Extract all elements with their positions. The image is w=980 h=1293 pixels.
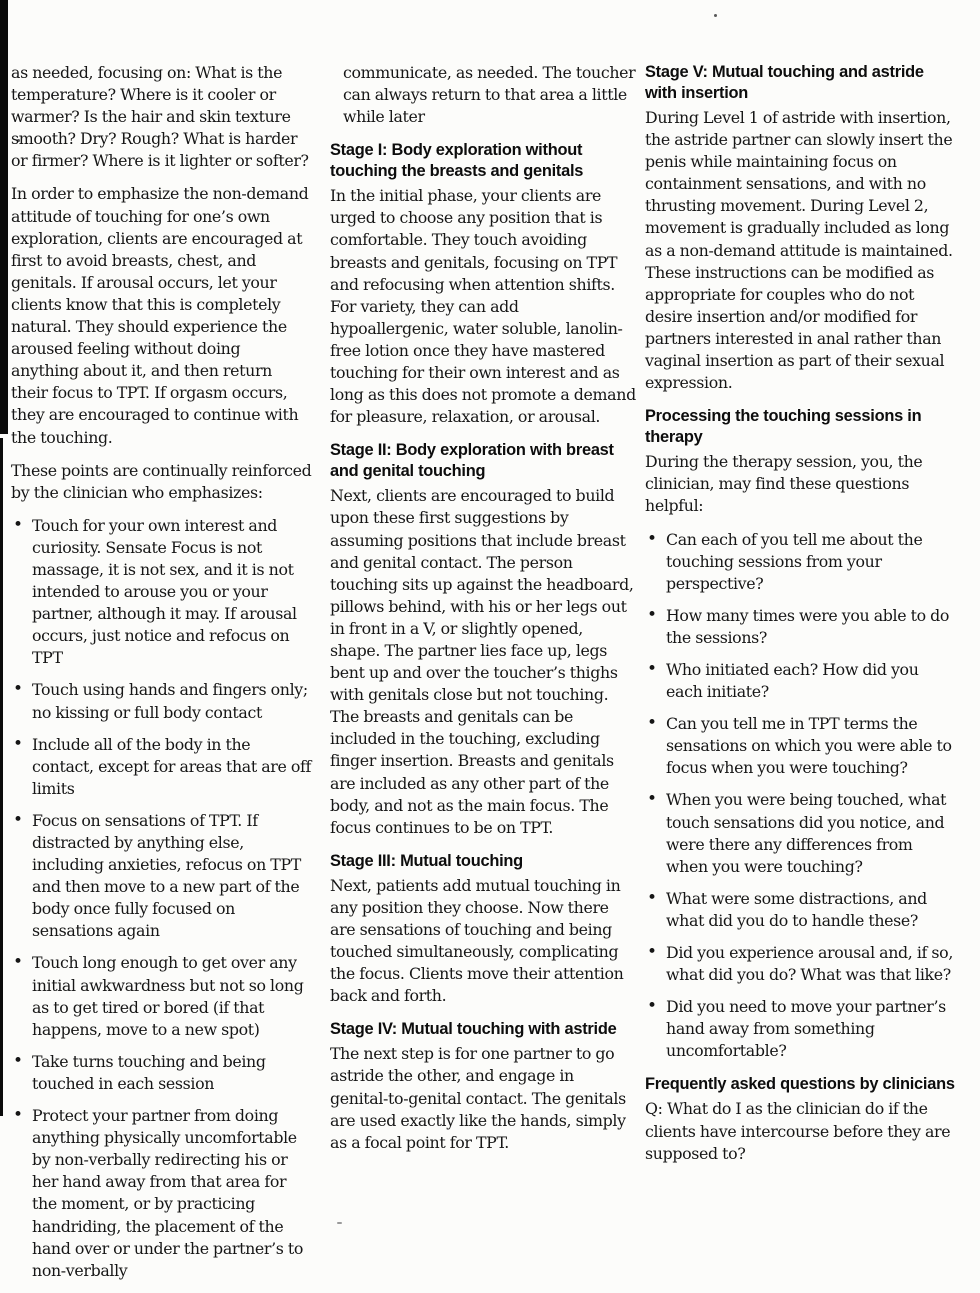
section-heading: Stage III: Mutual touching [330, 851, 523, 870]
bullet-item: • Include all of the body in the contact, except for areas that are off limits [11, 734, 312, 800]
bullet-item: • Touch using hands and fingers only; no kissing or full body contact [11, 679, 312, 723]
bullet-item: • Protect your partner from doing anything physically uncomfortable by non-verbally redirecting his or her hand away from that area for the moment, or by practicing handriding, the placement of the hand over or under the partner’s to non-verbally [11, 1105, 312, 1282]
bullet-item: • How many times were you able to do the sessions? [645, 605, 958, 649]
paragraph: communicate, as needed. The toucher can always return to that area a little while later [343, 63, 636, 127]
paragraph: During the therapy session, you, the clinician, may find these questions helpful: [645, 452, 923, 516]
paragraph: as needed, focusing on: What is the temperature? Where is it cooler or warmer? Is the hair and skin texture smooth? Dry? Rough? What is harder or firmer? Where is it lighter or softer? [11, 63, 309, 171]
bullet-item: • Who initiated each? How did you each initiate? [645, 659, 958, 703]
paragraph: Next, clients are encouraged to build upon these first suggestions by assuming positions that include breast and genital contact. The person touching sits up against the headboard, pillows behind, with his or her legs out in front in a V, or slightly opened, shape. The partner lies face up, legs bent up and over the toucher’s thighs with genitals close but not touching. The breasts and genitals can be included in the touching, excluding finger insertion. Breasts and genitals are included as any other part of the body, and not as the main focus. The focus continues to be on TPT. [330, 486, 634, 837]
section-heading: Frequently asked questions by clinicians [645, 1075, 955, 1094]
paragraph: These points are continually reinforced by the clinician who emphasizes: [11, 460, 312, 502]
bullet-item: • Focus on sensations of TPT. If distracted by anything else, including anxieties, refocus on TPT and then move to a new part of the body once fully focused on sensations again [11, 810, 312, 943]
bullet-item: • Take turns touching and being touched in each session [11, 1051, 312, 1095]
paragraph: In the initial phase, your clients are urged to choose any position that is comfortable. They touch avoiding breasts and genitals, focusing on TPT and refocusing when attention shifts. For variety, they can add hypoallergenic, water soluble, lanolin-free lotion once they have mastered touching for their own interest and as long as this does not promote a demand for pleasure, relaxation, or arousal. [330, 186, 636, 427]
bullet-item: • Did you experience arousal and, if so, what did you do? What was that like? [645, 942, 958, 986]
scan-speck [337, 1222, 342, 1224]
scan-artifact-left-bar-bottom [0, 438, 3, 1116]
text-column-left [11, 62, 312, 1293]
paragraph: The next step is for one partner to go astride the other, and engage in genital-to-genital contact. The genitals are used exactly like the hands, simply as a focal point for TPT. [330, 1044, 626, 1152]
text-column-right [645, 62, 958, 1176]
paragraph: Next, patients add mutual touching in any position they choose. Now there are sensations of touching and being touched simultaneously, complicating the focus. Clients move their attention back and forth. [330, 875, 624, 1006]
bullet-item: • Touch long enough to get over any initial awkwardness but not so long as to get tired or bored (if that happens, move to a new spot) [11, 952, 312, 1040]
section-heading: Stage I: Body exploration without touching the breasts and genitals [330, 141, 584, 181]
bullet-item: • Can you tell me in TPT terms the sensations on which you were able to focus when you were touching? [645, 713, 958, 779]
bullet-list [645, 529, 958, 1063]
paragraph: Q: What do I as the clinician do if the clients have intercourse before they are supposed to? [645, 1099, 951, 1163]
bullet-item: • Did you need to move your partner’s hand away from something uncomfortable? [645, 996, 958, 1062]
text-column-middle [330, 62, 636, 1165]
section-heading: Stage V: Mutual touching and astride with insertion [645, 63, 924, 102]
paragraph: During Level 1 of astride with insertion, the astride partner can slowly insert the penis while maintaining focus on containment sensations, and with no thrusting movement. During Level 2, movement is gradually included as long as a non-demand attitude is maintained. These instructions can be modified as appropriate for couples who do not desire insertion and/or modified for partners interested in anal rather than vaginal insertion as part of their sexual expression. [645, 108, 953, 393]
section-heading: Stage II: Body exploration with breast and genital touching [330, 441, 614, 481]
bullet-list [11, 515, 312, 1282]
scan-artifact-left-bar-top [0, 0, 8, 434]
paragraph: In order to emphasize the non-demand attitude of touching for one’s own exploration, clients are encouraged at first to avoid breasts, chest, and genitals. If arousal occurs, let your clients know that this is completely natural. They should experience the aroused feeling without doing anything about it, and then return their focus to TPT. If orgasm occurs, they are encouraged to continue with the touching. [11, 184, 309, 447]
bullet-item: • Can each of you tell me about the touching sessions from your perspective? [645, 529, 958, 595]
bullet-item: • What were some distractions, and what did you do to handle these? [645, 888, 958, 932]
scan-speck [714, 14, 717, 17]
section-heading: Processing the touching sessions in therapy [645, 407, 922, 447]
bullet-item: • Touch for your own interest and curiosity. Sensate Focus is not massage, it is not sex, and it is not intended to arouse you or your partner, although it may. If arousal occurs, just notice and refocus on TPT [11, 515, 312, 670]
bullet-item: • When you were being touched, what touch sensations did you notice, and were there any differences from when you were touching? [645, 789, 958, 877]
section-heading: Stage IV: Mutual touching with astride [330, 1020, 617, 1039]
